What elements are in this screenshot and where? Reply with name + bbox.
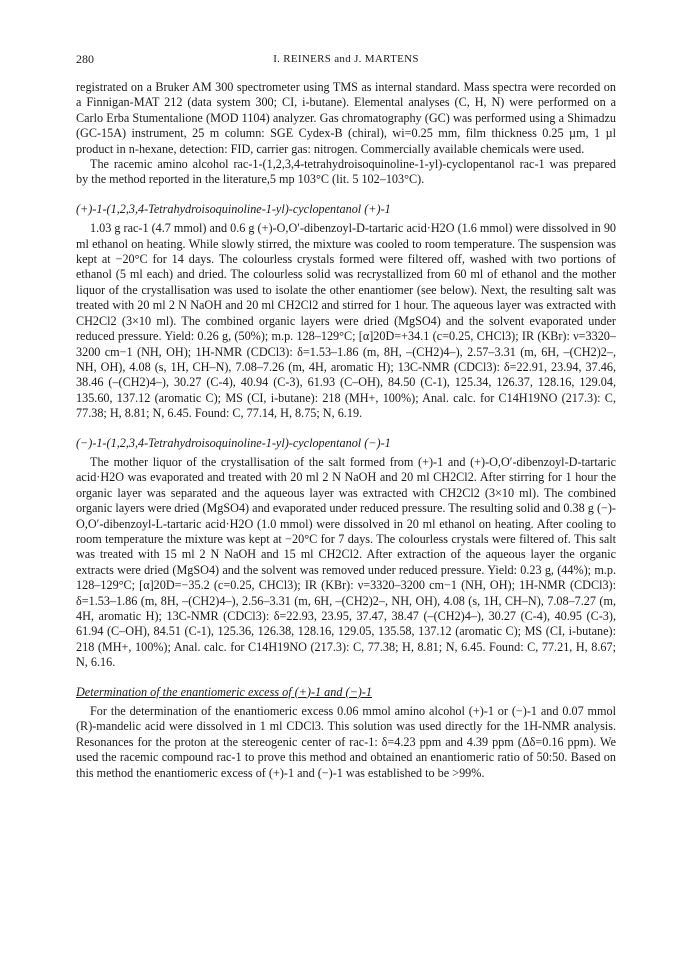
paragraph-plus-enantiomer: 1.03 g rac-1 (4.7 mmol) and 0.6 g (+)-O,O′-dibenzoyl-D-tartaric acid·H2O (1.6 mmol) were dissolved in 90 ml ethanol on heating. While slowly stirred, the mixture was cooled to room temperature. The suspension was kept at −20°C for 14 days. The colourless crystals formed were filtered off, washed with two portions of ethanol (5 ml each) and dried. The colourless solid was recrystallized from 60 ml of ethanol and the mother liquor of the crystallisation was used to isolate the other enantiomer (see below). Next, the resulting salt was treated with 20 ml 2 N NaOH and 20 ml CH2Cl2 and stirred for 1 hour. The aqueous layer was extracted with CH2Cl2 (3×10 ml). The combined organic layers were dried (MgSO4) and the solvent evaporated under reduced pressure. Yield: 0.26 g, (50%); m.p. 128–129°C; [α]20D=+34.1 (c=0.25, CHCl3); IR (KBr): ν=3320–3200 cm−1 (NH, OH); 1H-NMR (CDCl3): δ=1.53–1.86 (m, 8H, –(CH2)4–), 2.57–3.31 (m, 6H, –(CH2)2–, NH, OH), 4.08 (s, 1H, CH–N), 7.08–7.26 (m, 4H, aromatic H); 13C-NMR (CDCl3): δ=22.91, 23.94, 37.46, 38.46 (–(CH2)4–), 30.27 (C-4), 40.94 (C-3), 61.93 (C–OH), 84.50 (C-1), 125.34, 126.37, 128.16, 129.04, 135.60, 137.12 (aromatic C); MS (CI, i-butane): 218 (MH+, 100%); Anal. calc. for C14H19NO (217.3): C, 77.38; H, 8.81; N, 6.45. Found: C, 77.14, H, 8.75; N, 6.19.: [76, 221, 617, 421]
article-body: [76, 80, 616, 781]
paragraph-minus-enantiomer: The mother liquor of the crystallisation of the salt formed from (+)-1 and (+)-O,O′-dibenzoyl-D-tartaric acid·H2O was evaporated and treated with 20 ml 2 N NaOH and 20 ml CH2Cl2. After stirring for 1 hour the organic layer was separated and the aqueous layer was extracted with CH2Cl2 (3×10 ml). The combined organic layers were dried (MgSO4) and evaporated under reduced pressure. The resulting solid and 0.38 g (−)-O,O′-dibenzoyl-L-tartaric acid·H2O (1.0 mmol) were dissolved in 20 ml ethanol on heating. After cooling to room temperature the mixture was kept at −20°C for 7 days. The colourless crystals were filtered of. This salt was treated with 15 ml 2 N NaOH and 15 ml CH2Cl2. After extraction of the aqueous layer the organic extracts were dried (MgSO4) and the solvent was removed under reduced pressure. Yield: 0.23 g, (44%); m.p. 128–129°C; [α]20D=−35.2 (c=0.25, CHCl3); IR (KBr): ν=3320–3200 cm−1 (NH, OH); 1H-NMR (CDCl3): δ=1.53–1.86 (m, 8H, –(CH2)4–), 2.56–3.31 (m, 6H, –(CH2)2–, NH, OH), 4.08 (s, 1H, CH–N), 7.08–7.27 (m, 4H, aromatic H); 13C-NMR (CDCl3): δ=22.93, 23.95, 37.47, 38.47 (–(CH2)4–), 30.27 (C-4), 40.95 (C-3), 61.94 (C–OH), 84.51 (C-1), 125.36, 126.38, 128.16, 129.05, 135.58, 137.12 (aromatic C); MS (CI, i-butane): 218 (MH+, 100%); Anal. calc. for C14H19NO (217.3): C, 77.38; H, 8.81; N, 6.45. Found: C, 77.21, H, 8.67; N, 6.16.: [76, 454, 616, 670]
heading-enantiomeric-excess: Determination of the enantiomeric excess of (+)-1 and (−)-1: [76, 684, 373, 699]
heading-plus-enantiomer: (+)-1-(1,2,3,4-Tetrahydroisoquinoline-1-yl)-cyclopentanol (+)-1: [76, 201, 391, 216]
heading-minus-enantiomer: (−)-1-(1,2,3,4-Tetrahydroisoquinoline-1-yl)-cyclopentanol (−)-1: [76, 435, 391, 450]
page-header: [76, 52, 616, 68]
paragraph-instruments: registrated on a Bruker AM 300 spectrometer using TMS as internal standard. Mass spectra were recorded on a Finnigan-MAT 212 (data system 300; CI, i-butane). Elemental analyses (C, H, N) were performed on a Carlo Erba Stumentalione (MOD 1104) analyzer. Gas chromatography (GC) was performed using a Shimadzu (GC-15A) instrument, 25 m column: SGE Cydex-B (chiral), wi=0.25 mm, film thickness 0.25 µm, 1 µl product in n-hexane, detection: FID, carrier gas: nitrogen. Commercially available chemicals were used.: [76, 80, 616, 156]
paragraph-racemate: The racemic amino alcohol rac-1-(1,2,3,4-tetrahydroisoquinoline-1-yl)-cyclopentanol rac-1 was prepared by the method reported in the literature,5 mp 103°C (lit. 5 102–103°C).: [76, 157, 616, 187]
paragraph-enantiomeric-excess: For the determination of the enantiomeric excess 0.06 mmol amino alcohol (+)-1 or (−)-1 and 0.07 mmol (R)-mandelic acid were dissolved in 1 ml CDCl3. This solution was used directly for the 1H-NMR analysis. Resonances for the proton at the stereogenic center of rac-1: δ=4.23 ppm and 4.39 ppm (Δδ=0.16 ppm). We used the racemic compound rac-1 to prove this method and obtained an enantiomeric ratio of 50:50. Based on this method the enantiomeric excess of (+)-1 and (−)-1 was established to be >99%.: [76, 704, 616, 780]
running-head: I. REINERS and J. MARTENS: [273, 53, 419, 65]
page-number: 280: [76, 52, 94, 66]
